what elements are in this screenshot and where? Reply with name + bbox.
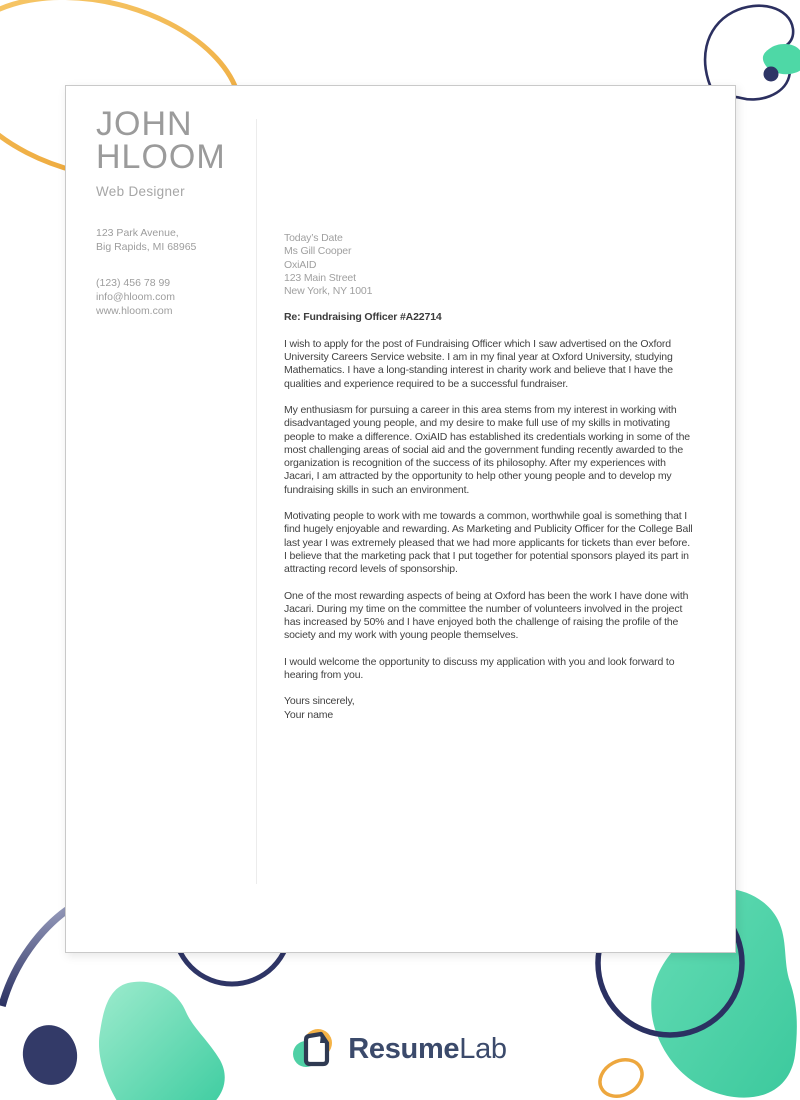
letter-paragraph: My enthusiasm for pursuing a career in this area stems from my interest in working with disadvantaged young people, and my desire to make full use of my skills in motivating people to make a difference. OxiAID has established its credentials working in some of the most challenging areas of social aid and the government funding recently awarded to the organization is recognition of the success of its philosophy. After my experiences with Jacari, I am attracted by the opportunity to help other young people and to develop my fundraising skills in such an environment. xyxy=(284,403,690,496)
letter-paragraph: One of the most rewarding aspects of being at Oxford has been the work I have done with Jacari. During my time on the committee the number of volunteers involved in the project has increased by 50% and I have enjoyed both the challenge of raising the profile of the society and my work with young people themselves. xyxy=(284,589,689,642)
recipient-line: OxiAID xyxy=(284,258,317,271)
closing-salutation: Yours sincerely, xyxy=(284,695,355,708)
phone-number: (123) 456 78 99 xyxy=(96,277,171,289)
letter-paragraph: I would welcome the opportunity to discuss my application with you and look forward to hearing from you. xyxy=(284,655,675,682)
letter-body-column xyxy=(284,232,694,722)
resumelab-logo[interactable] xyxy=(0,1024,800,1074)
letter-paragraph: I wish to apply for the post of Fundraising Officer which I saw advertised on the Oxford University Careers Service website. I am in my final year at Oxford University, studying Mathematics. I have a long-standing interest in charity work and believe that I have the qualities and experience required to be a successful fundraiser. xyxy=(284,337,673,390)
recipient-line: 123 Main Street xyxy=(284,271,356,284)
name-line-1: JOHN xyxy=(96,105,193,143)
closing-block xyxy=(284,695,694,722)
applicant-contact xyxy=(96,276,254,318)
navy-arc-bottom-left xyxy=(2,910,67,1006)
applicant-name xyxy=(96,105,254,176)
name-line-2: HLOOM xyxy=(96,138,226,176)
address-line: 123 Park Avenue, xyxy=(96,227,179,239)
brand-resume: Resume xyxy=(348,1032,460,1065)
cover-letter-sheet xyxy=(65,85,736,953)
applicant-address xyxy=(96,226,254,254)
email-address: info@hloom.com xyxy=(96,291,175,303)
recipient-line: Ms Gill Cooper xyxy=(284,245,352,258)
recipient-line: Today’s Date xyxy=(284,232,343,244)
column-divider xyxy=(256,119,257,884)
letterhead-column xyxy=(96,105,254,318)
job-title: Web Designer xyxy=(96,184,185,199)
address-line: Big Rapids, MI 68965 xyxy=(96,241,197,253)
recipient-line: New York, NY 1001 xyxy=(284,285,373,298)
navy-dot-top-right xyxy=(764,67,779,82)
closing-signature: Your name xyxy=(284,708,334,721)
letter-paragraph: Motivating people to work with me towards a common, worthwhile goal is something that I find hugely enjoyable and rewarding. As Marketing and Publicity Officer for the College Ball last year I was extremely pleased that we had more applicants for tickets than ever before. I believe that the marketing pack that I put together for potential sponsors played its part in attracting record levels of sponsorship. xyxy=(284,510,693,576)
subject-line: Re: Fundraising Officer #A22714 xyxy=(284,311,442,324)
recipient-block xyxy=(284,232,694,298)
brand-lab: Lab xyxy=(459,1032,507,1065)
website-url: www.hloom.com xyxy=(96,305,173,317)
resumelab-wordmark xyxy=(348,1033,507,1066)
resumelab-logo-icon xyxy=(293,1027,337,1071)
